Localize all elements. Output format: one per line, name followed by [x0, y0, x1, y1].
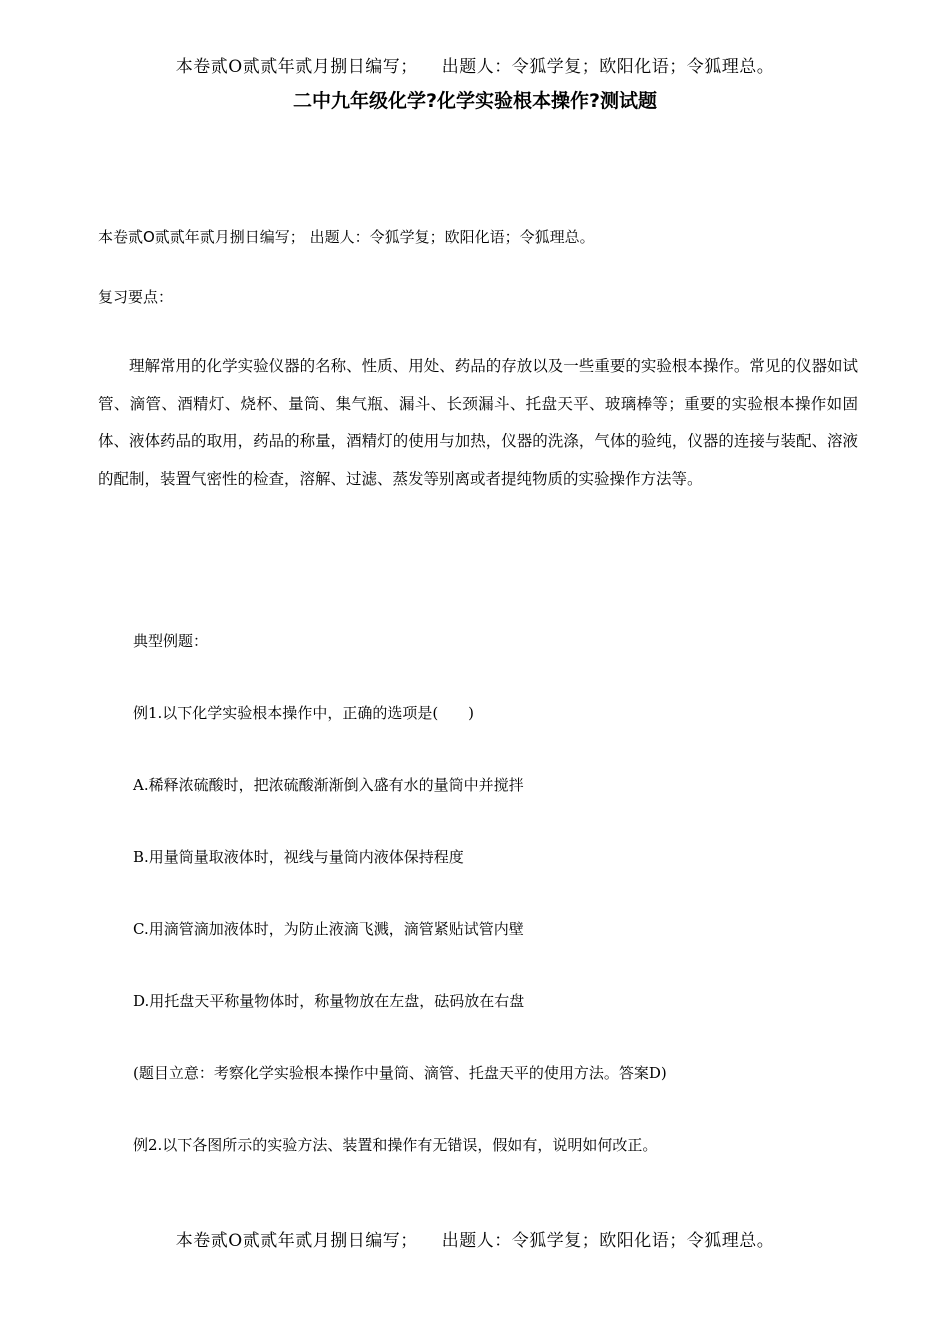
footer-authors: 出题人：令狐学复；欧阳化语；令狐理总。	[441, 1231, 775, 1251]
page-title: 二中九年级化学?化学实验根本操作?测试题	[292, 90, 658, 112]
examples-heading: 典型例题：	[133, 632, 209, 650]
example1-option-d: D.用托盘天平称量物体时，称量物放在左盘，砝码放在右盘	[133, 992, 525, 1010]
review-paragraph: 理解常用的化学实验仪器的名称、性质、用处、药品的存放以及一些重要的实验根本操作。常见的仪器如试管、滴管、酒精灯、烧杯、量筒、集气瓶、漏斗、长颈漏斗、托盘天平、玻璃棒等；重要的实验根本操作如固体、液体药品的取用，药品的称量，酒精灯的使用与加热，仪器的洗涤，气体的验纯，仪器的连接与装配、溶液的配制，装置气密性的检查，溶解、过滤、蒸发等别离或者提纯物质的实验操作方法等。	[98, 357, 858, 488]
meta-line: 本卷贰O贰贰年贰月捌日编写； 出题人：令狐学复；欧阳化语；令狐理总。	[98, 228, 595, 246]
page-header	[0, 52, 950, 77]
example1-option-b: B.用量筒量取液体时，视线与量筒内液体保持程度	[133, 848, 464, 866]
review-heading: 复习要点：	[98, 288, 174, 306]
header-compile-note: 本卷贰O贰贰年贰月捌日编写；	[175, 57, 418, 77]
example1-note: (题目立意：考察化学实验根本操作中量筒、滴管、托盘天平的使用方法。答案D)	[133, 1064, 667, 1082]
example1-question: 例1.以下化学实验根本操作中，正确的选项是( )	[133, 704, 475, 722]
example1-option-c: C.用滴管滴加液体时，为防止液滴飞溅，滴管紧贴试管内壁	[133, 920, 524, 938]
header-authors: 出题人：令狐学复；欧阳化语；令狐理总。	[441, 57, 775, 77]
example1-option-a: A.稀释浓硫酸时，把浓硫酸渐渐倒入盛有水的量筒中并搅拌	[133, 776, 524, 794]
footer-compile-note: 本卷贰O贰贰年贰月捌日编写；	[175, 1231, 418, 1251]
example2-question: 例2.以下各图所示的实验方法、装置和操作有无错误，假如有，说明如何改正。	[133, 1136, 658, 1154]
page-footer	[0, 1226, 950, 1251]
